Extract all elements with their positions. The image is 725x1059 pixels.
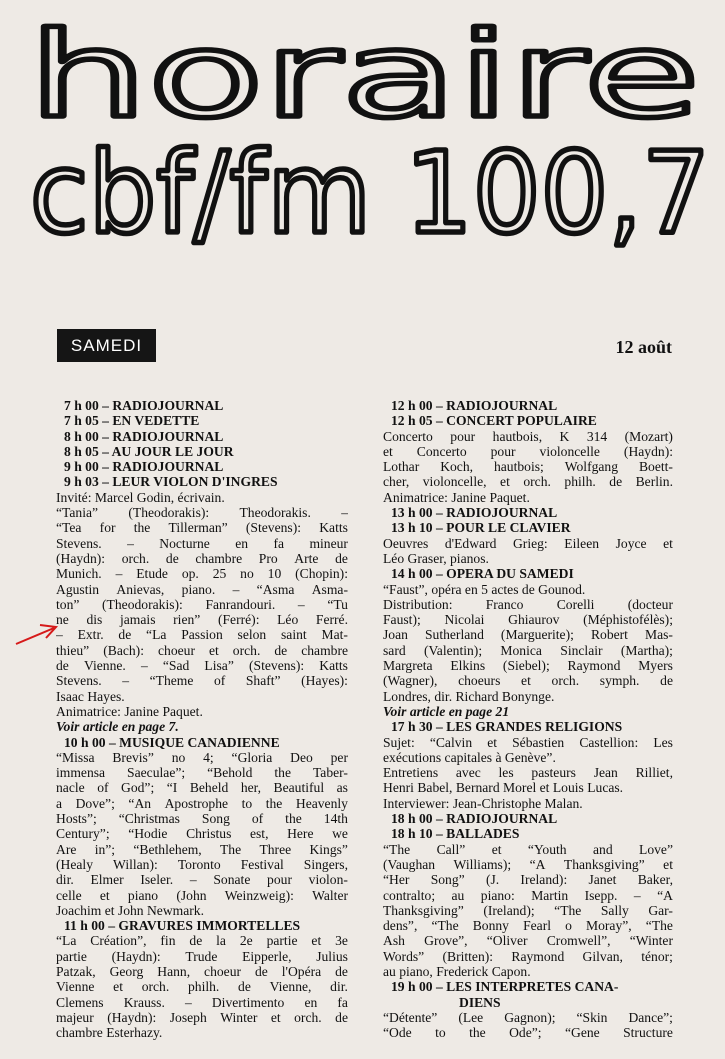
description-line: Oeuvres d'Edward Grieg: Eileen Joyce et [383, 535, 673, 551]
program-heading: 13 h 10 – POUR LE CLAVIER [391, 520, 571, 536]
description-line: “Tania” (Theodorakis): Theodorakis. – [56, 505, 348, 521]
program-heading: 8 h 00 – RADIOJOURNAL [64, 428, 224, 444]
description-line: partie (Haydn): Trude Eipperle, Julius [56, 948, 348, 964]
day-label: SAMEDI [57, 329, 156, 362]
description-line: (Haydn): orch. de chambre Pro Arte de [56, 550, 348, 566]
program-heading: 12 h 05 – CONCERT POPULAIRE [391, 413, 597, 429]
description-line: “Missa Brevis” no 4; “Gloria Deo per [56, 749, 348, 765]
description-line: au piano, Frederick Capon. [383, 963, 531, 979]
description-line: a Dove”; “An Apostrophe to the Heavenly [56, 795, 348, 811]
program-heading: 17 h 30 – LES GRANDES RELIGIONS [391, 719, 623, 735]
description-line: contralto; au piano: Martin Isepp. – “A [383, 887, 673, 903]
program-heading: DIENS [459, 994, 501, 1010]
description-line: Clemens Krauss. – Divertimento en fa [56, 994, 348, 1010]
description-line: immensa Saeculae”; “Behold the Taber- [56, 765, 348, 781]
description-line: dens”, “The Bonny Fearl o Moray”, “The [383, 918, 673, 934]
description-line: sard (Valentin); Monica Sinclair (Martha); [383, 642, 673, 658]
description-line: chambre Esterhazy. [56, 1025, 163, 1041]
description-line: Léo Graser, pianos. [383, 550, 489, 566]
program-heading: 18 h 00 – RADIOJOURNAL [391, 811, 558, 827]
description-line: “Faust”, opéra en 5 actes de Gounod. [383, 581, 586, 597]
description-line: Stevens. – “Theme of Shaft” (Hayes): [56, 673, 348, 689]
description-line: Isaac Hayes. [56, 688, 125, 704]
description-line: Animatrice: Janine Paquet. [383, 489, 530, 505]
description-line: thieu” (Bach): choeur et orch. de chambre [56, 642, 348, 658]
description-line: Invité: Marcel Godin, écrivain. [56, 489, 225, 505]
description-line: ne dis jamais rien” (Ferré): Léo Ferré. [56, 612, 348, 628]
description-line: Joachim et John Newmark. [56, 902, 204, 918]
masthead-line1: horaire [28, 6, 700, 144]
description-line: de Vienne. – “Sad Lisa” (Stevens): Katts [56, 658, 348, 674]
description-line: Joan Sutherland (Marguerite); Robert Mas- [383, 627, 673, 643]
description-line: exécutions capitales à Genève”. [383, 749, 556, 765]
description-line: “Ode to the Ode”; “Gene Structure [383, 1025, 673, 1041]
program-heading: 19 h 00 – LES INTERPRETES CANA- [391, 979, 619, 995]
description-line: Lothar Koch, hautbois; Wolfgang Boett- [383, 459, 673, 475]
program-heading: 9 h 03 – LEUR VIOLON D'INGRES [64, 474, 278, 490]
description-line: “The Call” et “Youth and Love” [383, 841, 673, 857]
description-line: Stevens. – Nocturne en fa mineur [56, 535, 348, 551]
program-heading: 7 h 00 – RADIOJOURNAL [64, 398, 224, 413]
description-line: “La Création”, fin de la 2e partie et 3e [56, 933, 348, 949]
description-line: ton” (Theodorakis): Fanrandouri. – “Tu [56, 596, 348, 612]
description-line: celle et piano (John Weinzweig): Walter [56, 887, 348, 903]
description-line: Animatrice: Janine Paquet. [56, 703, 203, 719]
description-line: “Détente” (Lee Gagnon); “Skin Dance”; [383, 1009, 673, 1025]
description-line: Sujet: “Calvin et Sébastien Castellion: Les [383, 734, 673, 750]
description-line: “Tea for the Tillerman” (Stevens): Katts [56, 520, 348, 536]
description-line: Ash Grove”, “Oliver Cromwell”, “Winter [383, 933, 673, 949]
description-line: Londres, dir. Richard Bonynge. [383, 688, 555, 704]
description-line: (Vaughan Williams); “A Thanksgiving” et [383, 856, 673, 872]
description-line: Henri Babel, Bernard Morel et Louis Lucas. [383, 780, 624, 796]
program-heading: 9 h 00 – RADIOJOURNAL [64, 459, 224, 475]
program-heading: 11 h 00 – GRAVURES IMMORTELLES [64, 918, 301, 934]
description-line: Concerto pour hautbois, K 314 (Mozart) [383, 428, 673, 444]
schedule-column-left [56, 398, 348, 1040]
program-heading: 10 h 00 – MUSIQUE CANADIENNE [64, 734, 280, 750]
program-heading: 13 h 00 – RADIOJOURNAL [391, 505, 558, 521]
description-line: Vienne et orch. philh. de Vienne, dir. [56, 979, 348, 995]
article-reference: Voir article en page 21 [383, 703, 510, 719]
description-line: Agustin Anievas, piano. – “Asma Asma- [56, 581, 348, 597]
program-heading: 8 h 05 – AU JOUR LE JOUR [64, 443, 234, 459]
program-heading: 14 h 00 – OPERA DU SAMEDI [391, 566, 574, 582]
description-line: (Healy Willan): Toronto Festival Singers, [56, 856, 348, 872]
description-line: Margreta Elkins (Siebel); Raymond Myers [383, 658, 673, 674]
description-line: Hosts”; “Christmas Song of the 14th [56, 811, 348, 827]
red-arrow-annotation [14, 616, 60, 646]
description-line: Thanksgiving” (Ireland); “The Sally Gar- [383, 902, 673, 918]
masthead-logo [0, 0, 725, 250]
date-label: 12 août [615, 337, 672, 357]
schedule-column-right [383, 398, 673, 1040]
description-line: Patzak, Georg Hann, choeur de l'Opéra de [56, 963, 348, 979]
program-heading: 7 h 05 – EN VEDETTE [64, 413, 200, 429]
program-heading: 18 h 10 – BALLADES [391, 826, 520, 842]
program-heading: 12 h 00 – RADIOJOURNAL [391, 398, 558, 413]
masthead-line2: cbf/fm 100,7 [30, 129, 710, 250]
description-line: et Concerto pour violoncelle (Haydn): [383, 443, 673, 459]
description-line: Faust); Nicolai Ghiaurov (Méphistofélès); [383, 612, 673, 628]
article-reference: Voir article en page 7. [56, 719, 179, 735]
description-line: “Her Song” (J. Ireland): Janet Baker, [383, 872, 673, 888]
description-line: Distribution: Franco Corelli (docteur [383, 596, 673, 612]
description-line: Entretiens avec les pasteurs Jean Rilliet, [383, 765, 673, 781]
description-line: Interviewer: Jean-Christophe Malan. [383, 795, 583, 811]
description-line: majeur (Haydn): Joseph Winter et orch. de [56, 1009, 348, 1025]
description-line: cher, violoncelle, et orch. philh. de Berlin. [383, 474, 673, 490]
description-line: nacle of God”; “I Beheld her, Beautiful as [56, 780, 348, 796]
description-line: (Wagner), choeurs et orch. symph. de [383, 673, 673, 689]
description-line: dir. Elmer Iseler. – Sonate pour violon- [56, 872, 348, 888]
description-line: Words” (Britten): Raymond Gilvan, ténor; [383, 948, 673, 964]
description-line: – Extr. de “La Passion selon saint Mat- [56, 627, 348, 643]
description-line: Munich. – Etude op. 25 no 10 (Chopin): [56, 566, 348, 582]
description-line: Are in”; “Bethlehem, The Three Kings” [56, 841, 348, 857]
description-line: Century”; “Hodie Christus est, Here we [56, 826, 348, 842]
